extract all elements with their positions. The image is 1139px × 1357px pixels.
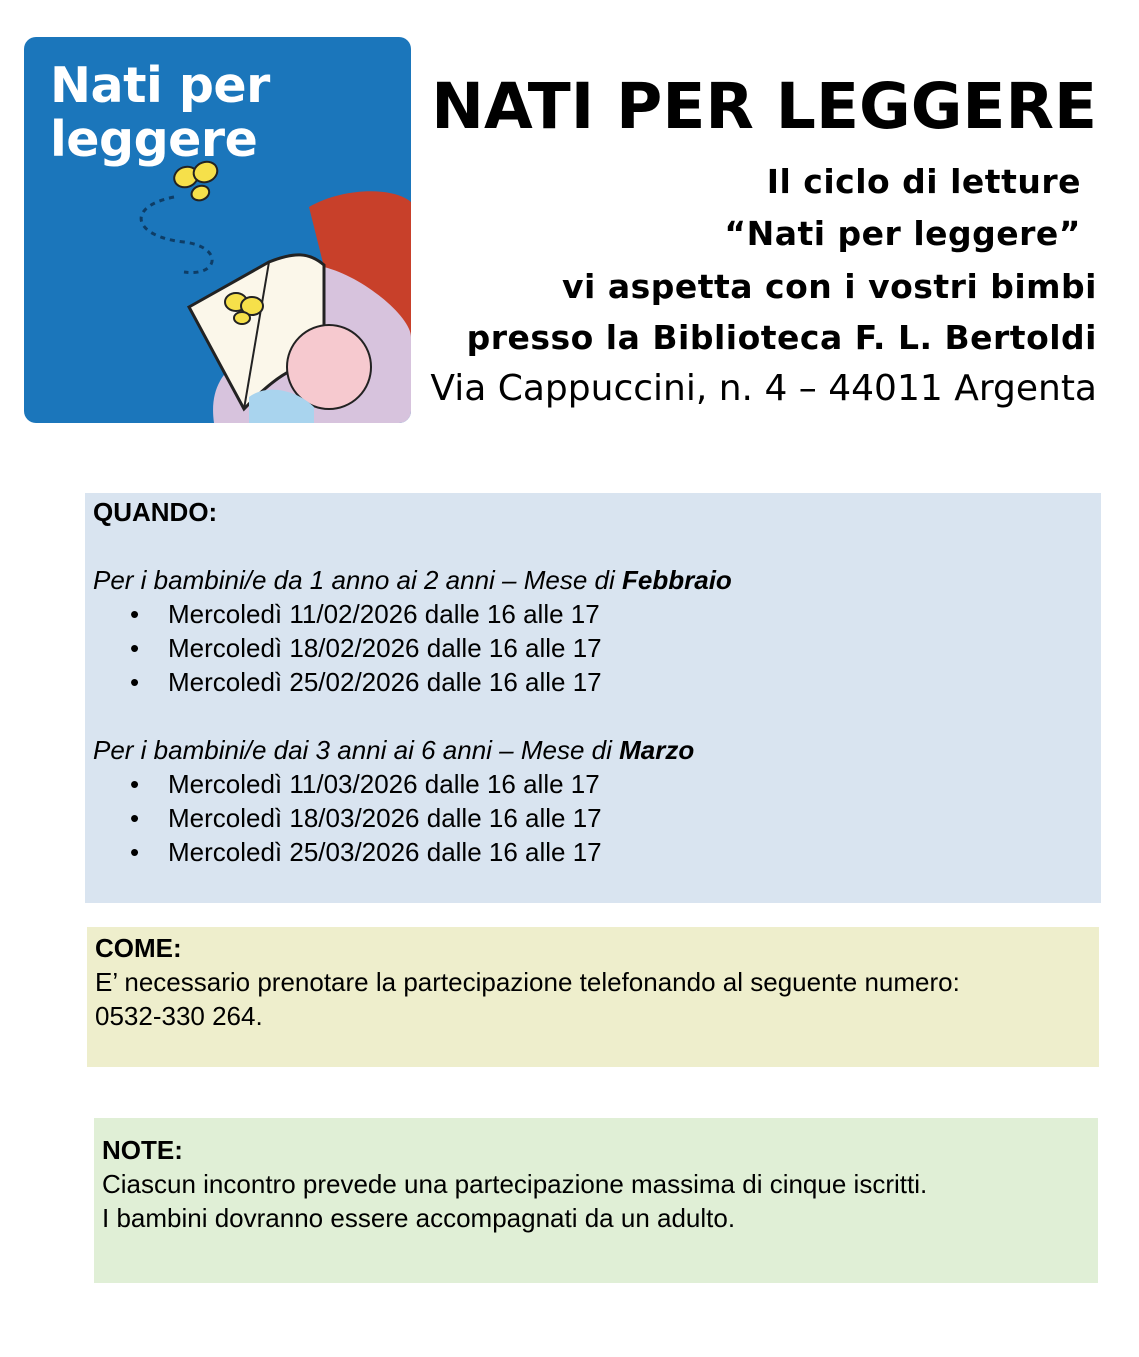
note-section (94, 1118, 1098, 1283)
child-head (287, 325, 371, 409)
group-title-marzo (93, 733, 1101, 767)
phone-number: 0532-330 264. (95, 1001, 263, 1031)
note-text-line1: Ciascun incontro prevede una partecipazione massima di cinque iscritti. (102, 1169, 928, 1199)
list-item: • Mercoledì 25/03/2026 dalle 16 alle 17 (168, 835, 1101, 869)
come-heading: COME: (95, 933, 182, 963)
note-heading: NOTE: (102, 1135, 183, 1165)
list-item: • Mercoledì 18/02/2026 dalle 16 alle 17 (168, 631, 1101, 665)
quando-heading: QUANDO: (93, 497, 218, 527)
date-list-marzo (93, 767, 1101, 869)
list-item: • Mercoledì 11/03/2026 dalle 16 alle 17 (168, 767, 1101, 801)
list-item: • Mercoledì 18/03/2026 dalle 16 alle 17 (168, 801, 1101, 835)
logo-text (50, 59, 270, 167)
note-text-line2: I bambini dovranno essere accompagnati da un adulto. (102, 1203, 736, 1233)
come-text-line1: E’ necessario prenotare la partecipazione telefonando al seguente numero: (95, 967, 960, 997)
quando-section (85, 493, 1101, 903)
nati-per-leggere-logo (24, 37, 411, 423)
group-intro: Per i bambini/e dai 3 anni ai 6 anni – Mese di (93, 735, 620, 765)
group-intro: Per i bambini/e da 1 anno ai 2 anni – Mese di (93, 565, 623, 595)
logo-text-line2: leggere (50, 111, 258, 168)
come-section (87, 927, 1099, 1067)
subtitle-line-2: “Nati per leggere” (724, 214, 1081, 253)
list-item: • Mercoledì 11/02/2026 dalle 16 alle 17 (168, 597, 1101, 631)
flight-path (141, 197, 212, 273)
page-title: NATI PER LEGGERE (431, 70, 1097, 143)
group-title-febbraio (93, 563, 1101, 597)
group-month: Marzo (619, 735, 695, 765)
subtitle-line-4: presso la Biblioteca F. L. Bertoldi (466, 318, 1097, 357)
subtitle-line-3: vi aspetta con i vostri bimbi (562, 267, 1097, 306)
date-list-febbraio (93, 597, 1101, 699)
logo-text-line1: Nati per (50, 57, 270, 114)
subtitle-line-1: Il ciclo di letture (766, 162, 1081, 201)
group-month: Febbraio (622, 565, 732, 595)
library-address: Via Cappuccini, n. 4 – 44011 Argenta (430, 368, 1097, 409)
list-item: • Mercoledì 25/02/2026 dalle 16 alle 17 (168, 665, 1101, 699)
